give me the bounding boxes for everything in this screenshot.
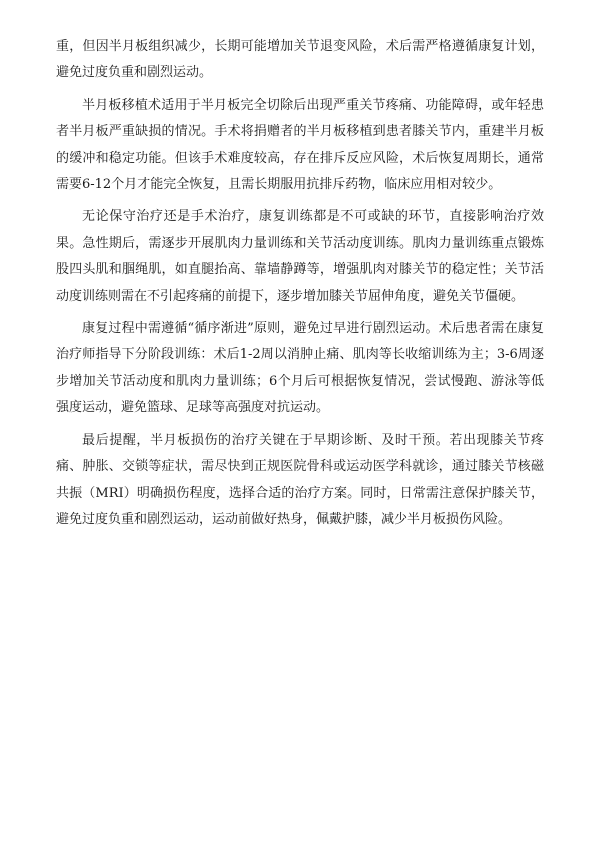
paragraph-rehab-training: 无论保守治疗还是手术治疗，康复训练都是不可或缺的环节，直接影响治疗效果。急性期后，需逐步开展肌肉力量训练和关节活动度训练。肌肉力量训练重点锻炼股四头肌和腘绳肌，如直腿抬高、靠墙静蹲等，增强肌肉对膝关节的稳定性；关节活动度训练则需在不引起疼痛的前提下，逐步增加膝关节屈伸角度，避免关节僵硬。	[56, 209, 544, 304]
paragraph-final-reminder: 最后提醒，半月板损伤的治疗关键在于早期诊断、及时干预。若出现膝关节疼痛、肿胀、交锁等症状，需尽快到正规医院骨科或运动医学科就诊，通过膝关节核磁共振（MRI）明确损伤程度，选择合适的治疗方案。同时，日常需注意保护膝关节，避免过度负重和剧烈运动，运动前做好热身，佩戴护膝，减少半月板损伤风险。	[56, 432, 544, 527]
paragraph-meniscus-transplant: 半月板移植术适用于半月板完全切除后出现严重关节疼痛、功能障碍，或年轻患者半月板严重缺损的情况。手术将捐赠者的半月板移植到患者膝关节内，重建半月板的缓冲和稳定功能。但该手术难度较高，存在排斥反应风险，术后恢复周期长，通常需要6-12个月才能完全恢复，且需长期服用抗排斥药物，临床应用相对较少。	[56, 97, 544, 193]
document-body	[56, 34, 544, 539]
paragraph-rehab-stages: 康复过程中需遵循“循序渐进”原则，避免过早进行剧烈运动。术后患者需在康复治疗师指导下分阶段训练：术后1-2周以消肿止痛、肌肉等长收缩训练为主；3-6周逐步增加关节活动度和肌肉力量训练；6个月后可根据恢复情况，尝试慢跑、游泳等低强度运动，避免篮球、足球等高强度对抗运动。	[56, 321, 544, 416]
paragraph-continuation: 重，但因半月板组织减少，长期可能增加关节退变风险，术后需严格遵循康复计划，避免过度负重和剧烈运动。	[56, 39, 544, 81]
